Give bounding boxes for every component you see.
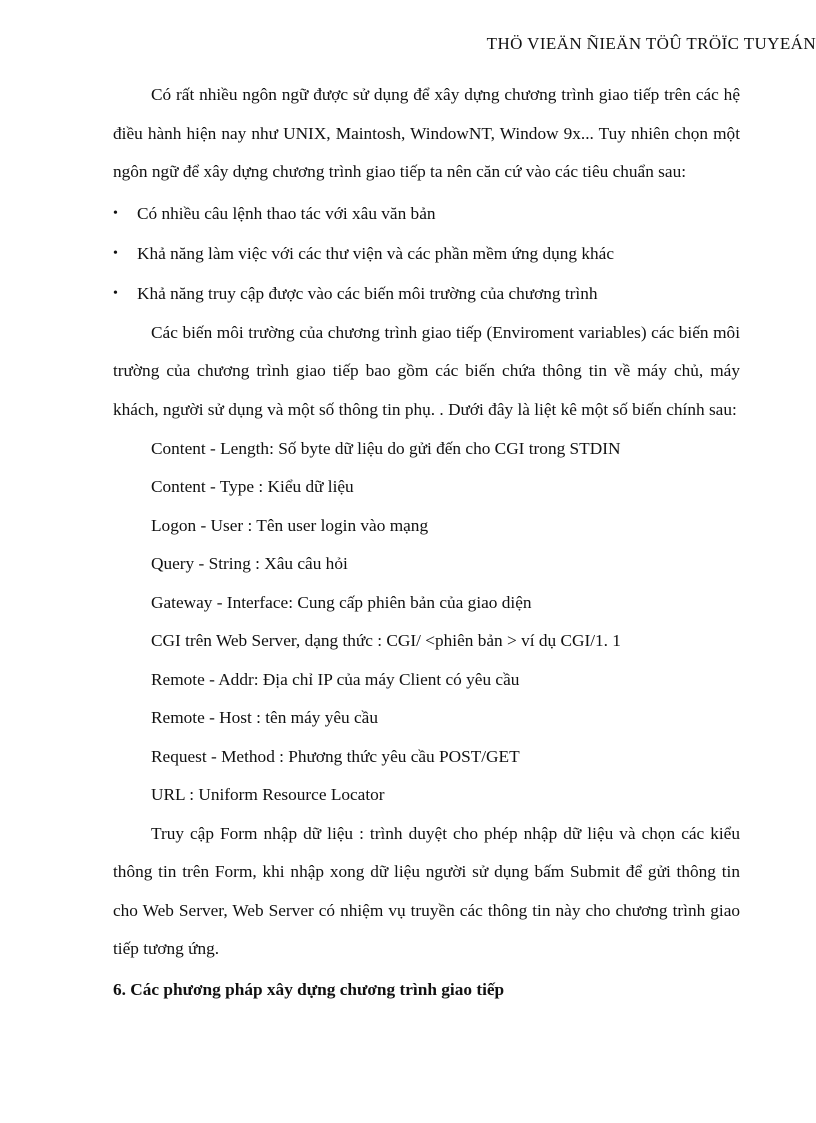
list-item: • Có nhiều câu lệnh thao tác với xâu văn bản <box>113 194 740 234</box>
env-variable-list <box>113 430 740 815</box>
env-variable-item: Content - Length: Số byte dữ liệu do gửi đến cho CGI trong STDIN <box>151 438 621 458</box>
env-intro-paragraph: Các biến môi trường của chương trình giao tiếp (Enviroment variables) các biến môi trường của chương trình giao tiếp bao gồm các biến chứa thông tin về máy chủ, máy khách, người sử dụng và một số thông tin phụ. . Dưới đây là liệt kê một số biến chính sau: <box>113 322 740 419</box>
env-variable-item: Gateway - Interface: Cung cấp phiên bản của giao diện <box>151 592 532 612</box>
env-variable-item: URL : Uniform Resource Locator <box>151 785 385 805</box>
env-variable-item: Logon - User : Tên user login vào mạng <box>151 515 429 535</box>
form-access-paragraph: Truy cập Form nhập dữ liệu : trình duyệt cho phép nhập dữ liệu và chọn các kiểu thông tin trên Form, khi nhập xong dữ liệu người sử dụng bấm Submit để gửi thông tin cho Web Server, Web Server có nhiệm vụ truyền các thông tin này cho chương trình giao tiếp tương ứng. <box>113 823 740 959</box>
env-variable-item: Content - Type : Kiểu dữ liệu <box>151 477 354 497</box>
intro-paragraph: Có rất nhiều ngôn ngữ được sử dụng để xây dựng chương trình giao tiếp trên các hệ điều hành hiện nay như UNIX, Maintosh, WindowNT, Window 9x... Tuy nhiên chọn một ngôn ngữ để xây dựng chương trình giao tiếp ta nên căn cứ vào các tiêu chuẩn sau: <box>113 85 740 182</box>
page-header: THÖ VIEÄN ÑIEÄN TÖÛ TRÖÏC TUYEÁN <box>486 34 816 53</box>
bullet-icon: • <box>113 285 118 301</box>
bullet-icon: • <box>113 205 118 221</box>
env-variable-item: Remote - Addr: Địa chỉ IP của máy Client có yêu cầu <box>151 669 520 689</box>
env-variable-item: Remote - Host : tên máy yêu cầu <box>151 708 378 728</box>
env-variable-item: Query - String : Xâu câu hỏi <box>151 554 348 574</box>
criteria-list <box>113 194 740 314</box>
env-variable-item: Request - Method : Phương thức yêu cầu POST/GET <box>151 746 520 766</box>
list-item: • Khả năng truy cập được vào các biến môi trường của chương trình <box>113 274 740 314</box>
section-heading: 6. Các phương pháp xây dựng chương trình giao tiếp <box>113 979 505 999</box>
list-item: • Khả năng làm việc với các thư viện và các phần mềm ứng dụng khác <box>113 234 740 274</box>
document-body <box>113 76 740 1009</box>
env-variable-item: CGI trên Web Server, dạng thức : CGI/ <phiên bản > ví dụ CGI/1. 1 <box>151 631 621 651</box>
bullet-icon: • <box>113 245 118 261</box>
